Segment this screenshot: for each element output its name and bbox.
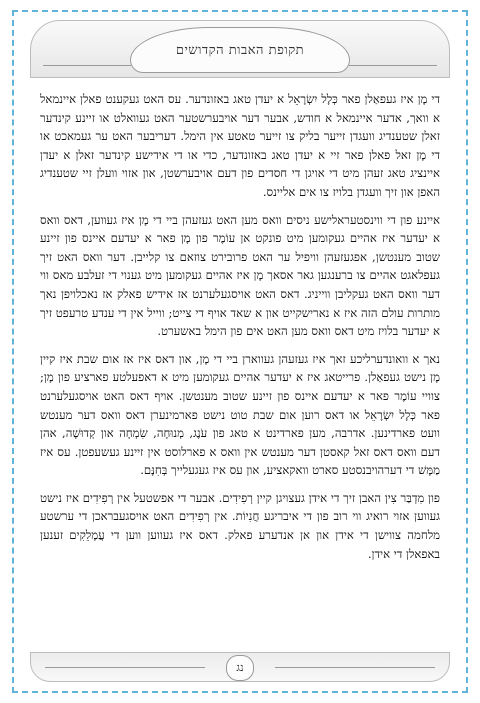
- header-ornament-left: [43, 65, 131, 66]
- header-title: תקופת האבות הקדושים: [175, 43, 305, 58]
- paragraph-1: די מָן איז געפאַלן פאר כְּלָל יִשְׂרָאֵל א יעדן טאג באזונדער. עס האט געקענט פאלן איינמאל א וואך, אדער איינמאל א חודש, אבער דער אויבערשטער האט געוואלט או זיינע קינדער זאלן שטענדיג וועגדן זייער בליק צו זייער טאטע אין הימל. דעריבער האט ער געמאכט או די מָן זאל פאלן פאר זיי א יעדן טאג באזונדער, כדי או די אידישע קינדער זאלן א יעדן איינציג טאג זעהן מיט די אויגן די חסדים פון דעם אויבערשטן, און אזוי וועלן זיי שטענדיג האפן און זיך וועגדן בלויז צו אים אליינס.: [40, 92, 440, 199]
- footer-ornament-left: [45, 667, 205, 668]
- page-content: [40, 90, 440, 646]
- page-number: נג: [226, 655, 254, 681]
- paragraph-4: פון מִדְבַּר צִין האבן זיך די אידן געצויגן קיין רְפִידִים. אבער די אפשטעל אין רְפִידִים איז נישט געווען אזוי רואיג ווי רוב פון די איבריגע חֲנִיוֹת. אין רְפִידִים האט אויסגעבראכן די ערשטע מלחמה צווישן די אידן און אן אנדערע פאלק. דאס איז געווען ווען די עֲמָלֵקִים זענען באפאלן די אידן.: [40, 490, 440, 561]
- header-banner: [30, 20, 450, 78]
- header-ornament-right: [349, 65, 437, 66]
- footer-ornament-right: [275, 667, 435, 668]
- header-scallop: [130, 27, 350, 73]
- paragraph-2: איינע פון די ווינסטעראלישע ניסים וואס מען האט געזעהן ביי די מָן איז געווען, דאס וואס א יעדער איז אהיים געקומען מיט פונקט אן עוֹמֶר פון מָן פאר א יעדעם איינס פון זיינע שטוב מענטשן, אפגעזעהן וויפיל ער האט פרובירט צוזאם צו קלייבן. דער וואס האט זיך געפלאגט אהיים צו ברענגען גאר אסאך מָן איז אהיים געקומען מיט גענוי די זעלבע מאס ווי דער וואס האט געקליבן ווייניג. דאס האט אויסגעלערנט אז אידיש פאלק אז נאכלויפן נאך מותרות עולם הזה איז א נארישקייט און א שאד אויף די צייט; ווייל אין די ענדע טרעפט זיך א יעדער בלויז מיט דאס וואס מען האט אים פון הימל באשערט.: [40, 212, 440, 339]
- paragraph-3: נאך א וואונדערליכע זאך איז געזעהן געווארן ביי די מָן, און דאס איז אז אום שבת איז קיין מָן נישט געפאַלן. פרייטאג איז א יעדער אהיים געקומען מיט א דאפעלטע פארציע פון מָן; צוויי עוֹמֶר פאר א יעדעם איינס פון זיינע שטוב מענטשן. אויף דאס האט אויסגעלערנט פאר כְּלָל יִשְׂרָאֵל או דאס רוען אום שבת טוט נישט פארמינערן דאס וואס דער מענטש וועט פארדינען. אדרבה, מען פארדינט א טאג פון עֹנֶג, מְנוּחָה, שִׂמְחָה און קְדוּשָׁה, אהן דעם וואס דאס זאל קאסטן דער מענטש אין וואס א פארלוסט אין זיינע געשעפטן. עס איז מַמָּשׁ די דערהויבנסטע סארט וואקאציע, און עס איז געגעלייך בְּחִנָּם.: [40, 351, 440, 478]
- footer-banner: [30, 652, 450, 682]
